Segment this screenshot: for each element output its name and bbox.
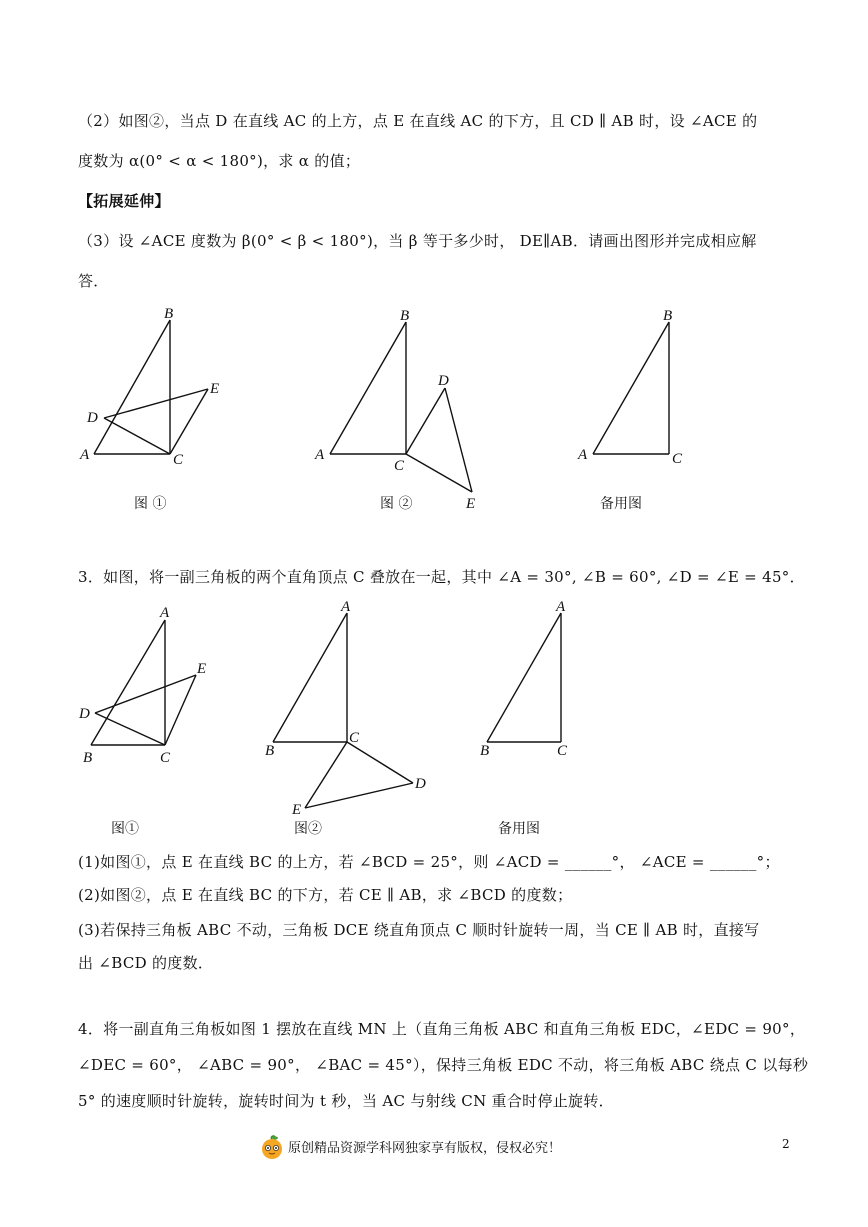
problem3-question3-line1: (3)若保持三角板 ABC 不动，三角板 DCE 绕直角顶点 C 顺时针旋转一周，当 CE ∥ AB 时，直接写: [78, 921, 760, 939]
row2-figure-1: [91, 620, 196, 745]
row1-fig1-label-A: A: [80, 447, 90, 463]
row1-fig1-label-E: E: [210, 381, 220, 397]
problem3-question1: (1)如图①，点 E 在直线 BC 的上方，若 ∠BCD = 25°，则 ∠ACD = ______°， ∠ACE = ______°；: [78, 853, 780, 871]
row2-fig2-label-D: D: [415, 776, 426, 792]
row2-fig3-label-C: C: [557, 743, 568, 759]
row2-fig2-label-C: C: [349, 730, 360, 746]
row1-fig2-caption: 图 ②: [380, 496, 413, 512]
row1-figure-3: [593, 322, 669, 454]
row2-fig3-caption: 备用图: [498, 821, 540, 837]
problem4-line1: 4．将一副直角三角板如图 1 摆放在直线 MN 上（直角三角板 ABC 和直角三角板 EDC，∠EDC = 90°，: [78, 1020, 806, 1038]
figure-row-1: [0, 300, 868, 530]
row2-fig1-label-A: A: [160, 605, 170, 621]
row2-fig3-label-A: A: [556, 599, 566, 615]
row1-fig2-label-E: E: [466, 496, 476, 512]
problem2-part3-line2: 答．: [78, 272, 109, 290]
row1-fig2-label-C: C: [394, 458, 405, 474]
row1-fig1-label-C: C: [173, 452, 184, 468]
problem2-part2-line2: 度数为 α(0° < α < 180°)，求 α 的值；: [78, 152, 361, 170]
problem4-line2: ∠DEC = 60°， ∠ABC = 90°， ∠BAC = 45°），保持三角板 EDC 不动，将三角板 ABC 绕点 C 以每秒: [78, 1056, 809, 1074]
row2-fig1-label-E: E: [197, 661, 207, 677]
problem2-part3-line1: （3）设 ∠ACE 度数为 β(0° < β < 180°)，当 β 等于多少时， DE∥AB．请画出图形并完成相应解: [78, 232, 757, 250]
row1-fig3-label-B: B: [663, 308, 673, 324]
row2-fig1-label-B: B: [83, 750, 93, 766]
row2-fig1-label-D: D: [79, 706, 90, 722]
row2-fig2-label-E: E: [292, 802, 302, 818]
row2-fig3-label-B: B: [480, 743, 490, 759]
row2-fig2-caption: 图②: [294, 821, 322, 837]
figure-row-2: [0, 595, 868, 845]
orange-mascot-icon: [260, 1134, 284, 1160]
row1-figure-1: [94, 320, 208, 454]
problem3-intro: 3．如图，将一副三角板的两个直角顶点 C 叠放在一起，其中 ∠A = 30°, ∠B = 60°, ∠D = ∠E = 45°．: [78, 568, 805, 586]
row2-figure-2: [273, 613, 413, 808]
row1-fig1-label-D: D: [87, 410, 98, 426]
row1-fig3-label-C: C: [672, 451, 683, 467]
row2-fig2-label-B: B: [265, 743, 275, 759]
row2-fig2-label-A: A: [341, 599, 351, 615]
row1-fig1-caption: 图 ①: [134, 496, 167, 512]
problem4-line3: 5° 的速度顺时针旋转，旋转时间为 t 秒，当 AC 与射线 CN 重合时停止旋转．: [78, 1092, 614, 1110]
problem3-question2: (2)如图②，点 E 在直线 BC 的下方，若 CE ∥ AB，求 ∠BCD 的度数；: [78, 886, 573, 904]
problem2-part2-line1: （2）如图②，当点 D 在直线 AC 的上方，点 E 在直线 AC 的下方，且 CD ∥ AB 时，设 ∠ACE 的: [78, 112, 758, 130]
footer-copyright: 原创精品资源学科网独家享有版权，侵权必究！: [288, 1141, 562, 1156]
row1-fig3-caption: 备用图: [600, 496, 642, 512]
row2-figure-3: [487, 613, 561, 742]
row1-fig2-label-A: A: [315, 447, 325, 463]
section-heading: 【拓展延伸】: [78, 192, 170, 210]
row1-fig3-label-A: A: [578, 447, 588, 463]
row1-fig2-label-D: D: [438, 373, 449, 389]
page-number: 2: [782, 1137, 790, 1151]
row1-fig2-label-B: B: [400, 308, 410, 324]
row2-fig1-caption: 图①: [111, 821, 139, 837]
problem3-question3-line2: 出 ∠BCD 的度数．: [78, 954, 214, 972]
row2-fig1-label-C: C: [160, 750, 171, 766]
row1-fig1-label-B: B: [164, 306, 174, 322]
